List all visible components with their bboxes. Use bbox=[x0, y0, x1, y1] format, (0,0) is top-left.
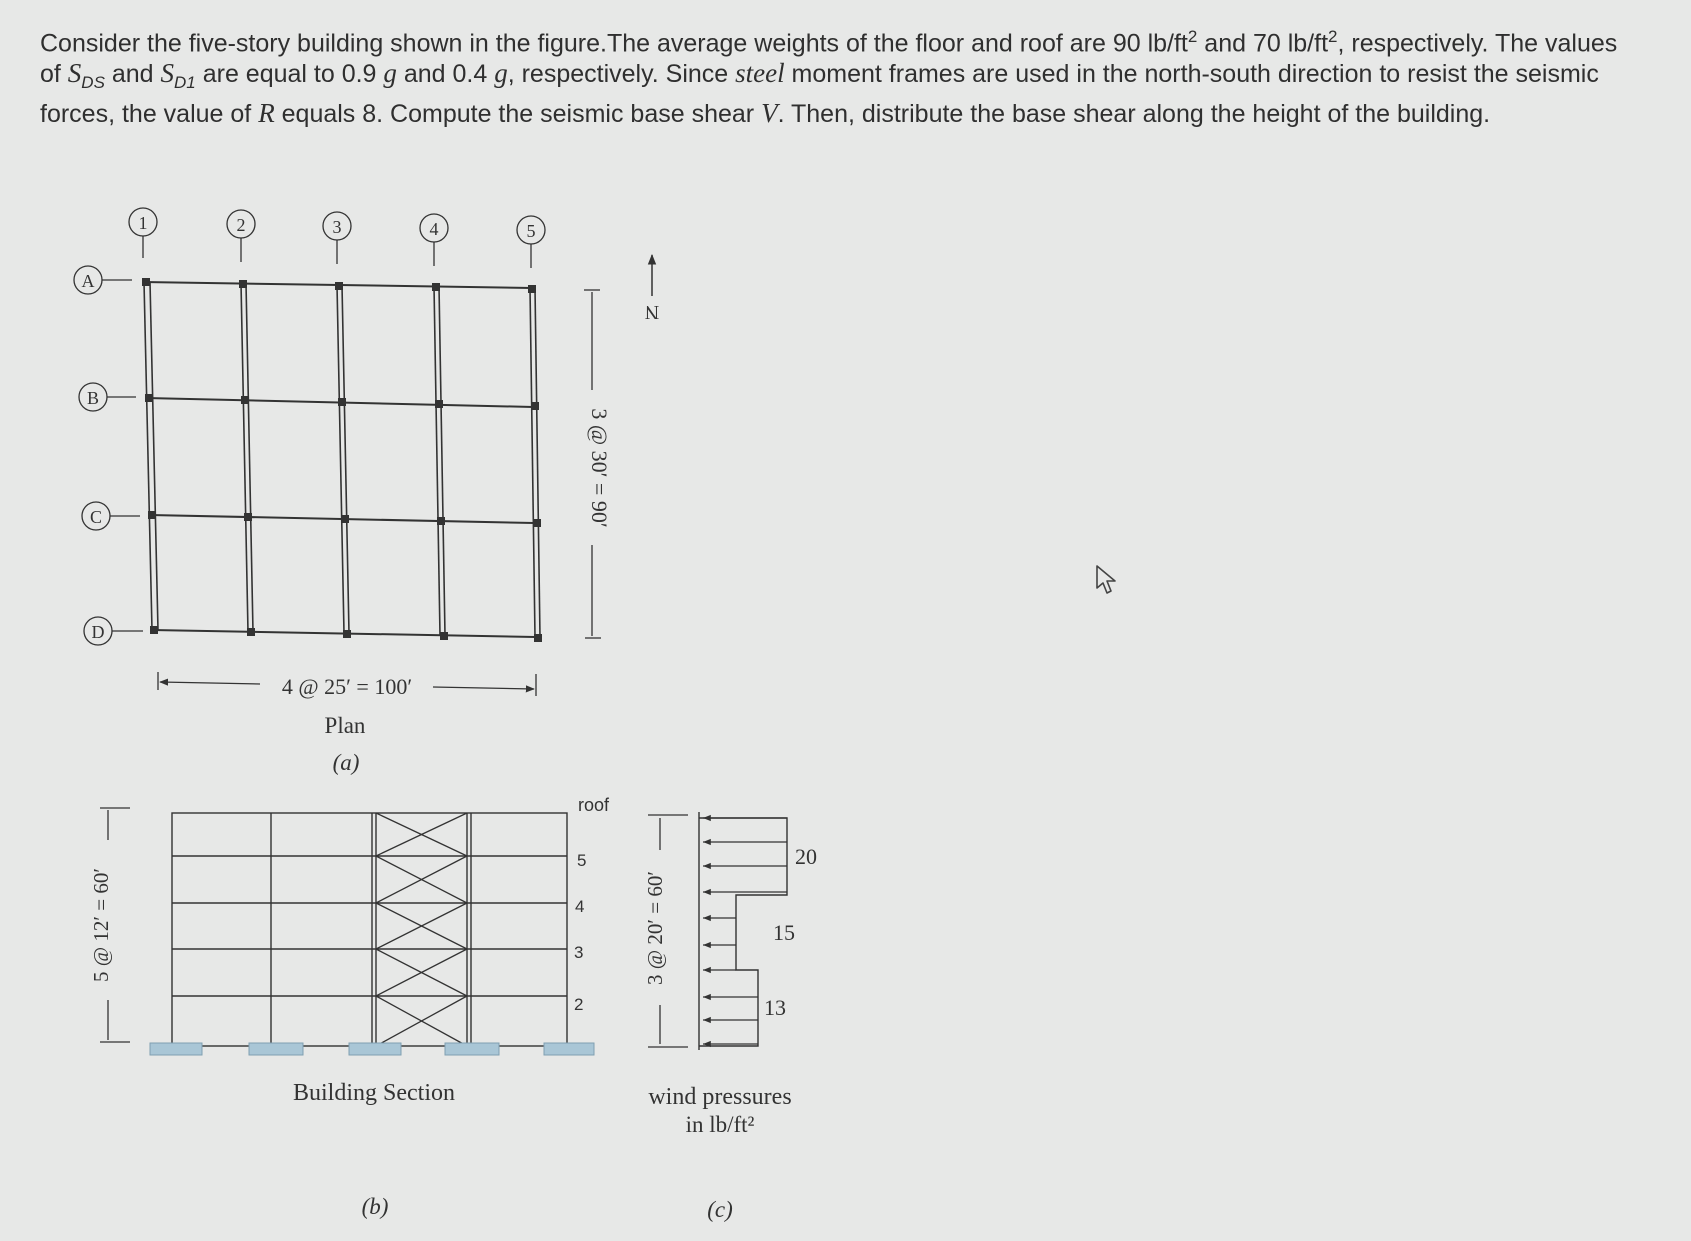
column-label-5: 5 bbox=[526, 221, 536, 241]
row-label-a: A bbox=[81, 271, 95, 291]
problem-text: moment frames are used in the north-south direction to resist the seismic forces, the value of bbox=[40, 60, 1599, 129]
superscript: 2 bbox=[1187, 27, 1198, 46]
wind-height-dimension-label: 3 @ 20′ = 60′ bbox=[643, 871, 667, 985]
level-label-5: 5 bbox=[577, 851, 587, 870]
plan-title: Plan bbox=[324, 713, 366, 738]
sd1-symbol: S bbox=[160, 58, 175, 89]
section-title: Building Section bbox=[293, 1080, 455, 1106]
section-foundations bbox=[150, 1043, 594, 1055]
r-symbol: R bbox=[258, 98, 275, 129]
level-label-3: 3 bbox=[574, 943, 584, 962]
problem-text: Consider the five-story building shown in the figure.The average weights of the floor and roof are 90 lb/ft bbox=[40, 29, 1188, 58]
sds-subscript: DS bbox=[81, 73, 105, 93]
problem-text: and 70 lb/ft bbox=[1197, 29, 1329, 58]
level-label-2: 2 bbox=[574, 995, 584, 1014]
plan-depth-dimension-label: 3 @ 30′ = 90′ bbox=[587, 408, 612, 528]
section-caption: (b) bbox=[361, 1194, 389, 1219]
superscript: 2 bbox=[1328, 27, 1338, 46]
problem-text: and 0.4 bbox=[396, 60, 495, 89]
wind-title-line1: wind pressures bbox=[648, 1084, 792, 1110]
sd1-subscript: D1 bbox=[174, 73, 196, 93]
problem-text: , respectively. Since bbox=[507, 60, 736, 89]
steel-emphasis: steel bbox=[735, 58, 785, 89]
wind-pressure-13: 13 bbox=[764, 995, 786, 1020]
plan-width-dimension-label: 4 @ 25′ = 100′ bbox=[281, 674, 413, 699]
problem-text: equals 8. Compute the seismic base shear bbox=[274, 100, 762, 129]
section-figure bbox=[100, 808, 567, 1046]
problem-text: , respectively. The values of bbox=[40, 29, 1618, 89]
plan-caption: (a) bbox=[332, 750, 360, 775]
row-bubbles bbox=[74, 266, 143, 645]
sds-symbol: S bbox=[67, 58, 82, 89]
column-label-3: 3 bbox=[332, 217, 342, 237]
wind-pressure-20: 20 bbox=[795, 844, 817, 869]
v-symbol: V bbox=[761, 98, 778, 129]
wind-caption: (c) bbox=[707, 1197, 733, 1222]
plan-figure bbox=[74, 208, 652, 696]
row-label-d: D bbox=[91, 622, 105, 642]
plan-beams bbox=[143, 282, 535, 637]
column-label-2: 2 bbox=[236, 215, 246, 235]
x-bracing bbox=[376, 813, 467, 1046]
column-label-4: 4 bbox=[429, 219, 439, 239]
g-symbol: g bbox=[383, 58, 397, 89]
row-label-b: B bbox=[86, 388, 100, 408]
g-symbol: g bbox=[494, 58, 508, 89]
problem-text: . Then, distribute the base shear along the height of the building. bbox=[777, 100, 1491, 129]
mouse-cursor-icon bbox=[1094, 564, 1122, 598]
wind-title-line2: in lb/ft² bbox=[685, 1112, 755, 1137]
row-label-c: C bbox=[89, 507, 103, 527]
problem-text: and bbox=[104, 60, 161, 89]
plan-columns bbox=[142, 278, 542, 642]
north-label: N bbox=[644, 301, 660, 323]
level-label-4: 4 bbox=[575, 897, 585, 916]
plan-frames bbox=[144, 282, 540, 637]
column-label-1: 1 bbox=[138, 213, 148, 233]
wind-pressure-15: 15 bbox=[773, 920, 795, 945]
problem-text: are equal to 0.9 bbox=[195, 60, 384, 89]
level-label-roof: roof bbox=[578, 795, 610, 815]
section-height-dimension-label: 5 @ 12′ = 60′ bbox=[89, 868, 113, 982]
